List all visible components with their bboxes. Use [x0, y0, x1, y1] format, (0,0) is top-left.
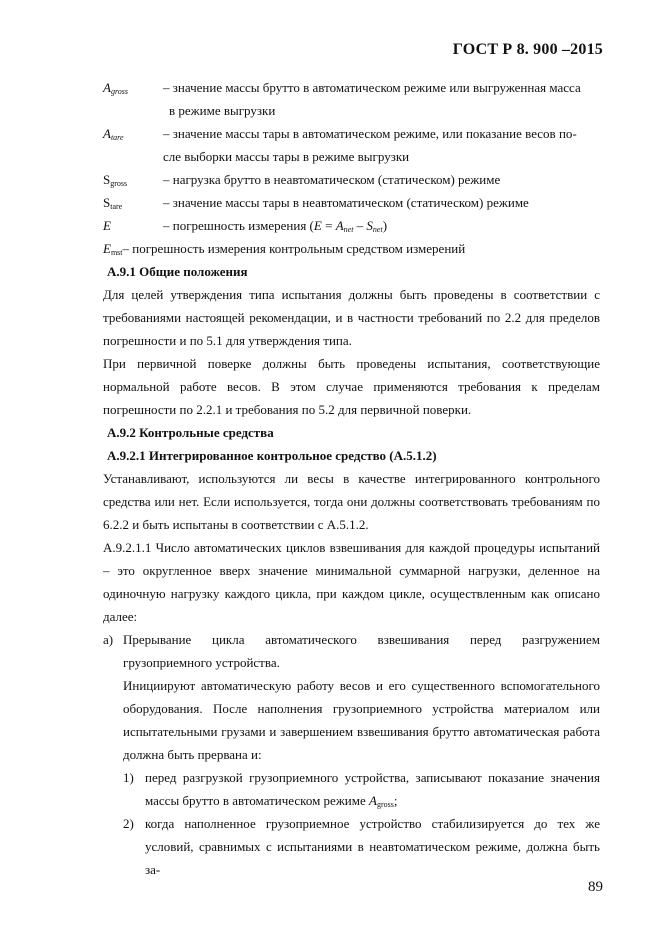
definition-s-tare — [103, 191, 600, 214]
section-heading-a91: А.9.1 Общие положения — [107, 264, 248, 279]
definition-symbol: E — [103, 218, 111, 233]
definition-symbol: $A_{gross}$ — [103, 80, 128, 96]
list-item-text: перед разгрузкой грузоприемного устройства, записывают показание значения массы брутто в автоматическом режиме $A_{gross}$; — [145, 770, 600, 809]
paragraph-initial-verification: При первичной поверке должны быть проведены испытания, соответствующие нормальной работе весов. В этом случае применяются требования к пределам погрешности по 2.2.1 и требования по 5.2 для первичной поверки. — [103, 356, 600, 417]
list-item-1 — [123, 766, 600, 812]
definition-text: – значение массы брутто в автоматическом режиме или выгруженная масса в режиме выгрузки — [163, 80, 581, 118]
definition-text: – погрешность измерения $(E = A_{net} - S_{net})$ — [163, 218, 388, 234]
page-number: 89 — [588, 879, 603, 895]
list-marker: 2) — [123, 816, 134, 831]
list-item-2 — [123, 812, 600, 881]
list-item-text: Прерывание цикла автоматического взвешивания перед разгружением грузоприемного устройства. — [123, 632, 600, 670]
definition-text: – нагрузка брутто в неавтоматическом (статическом) режиме — [163, 172, 501, 187]
paragraph-type-approval: Для целей утверждения типа испытания должны быть проведены в соответствии с требованиями настоящей рекомендации, и в частности требований по 2.2 для пределов погрешности и по 5.1 для утверждения типа. — [103, 287, 600, 348]
definition-a-gross — [103, 76, 600, 122]
definition-text: – значение массы тары в автоматическом режиме, или показание весов по- сле выборки массы тары в режиме выгрузки — [163, 126, 577, 164]
definition-text: – значение массы тары в неавтоматическом (статическом) режиме — [163, 195, 529, 210]
list-marker: а) — [103, 632, 114, 647]
definition-s-gross — [103, 168, 600, 191]
list-item-text: когда наполненное грузоприемное устройство стабилизируется до тех же условий, сравнимых с испытаниями в неавтоматическом режиме, должна быть за- — [145, 816, 600, 877]
page-content — [103, 76, 600, 881]
paragraph-initiate-automatic: Инициируют автоматическую работу весов и его существенного вспомогательного оборудования. После наполнения грузоприемного устройства материалом или испытательными грузами и завершением взвешивания брутто автоматическая работа должна быть прервана и: — [123, 678, 600, 762]
list-item-a — [103, 628, 600, 674]
definition-e-mst: $E_{mst}-$ погрешность измерения контрольным средством измерений — [103, 241, 466, 257]
definition-symbol: $S_{gross}$ — [103, 172, 128, 188]
definition-e — [103, 214, 600, 237]
definition-symbol: $S_{tare}$ — [103, 195, 123, 211]
paragraph-integrated-control: Устанавливают, используются ли весы в качестве интегрированного контрольного средства или нет. Если используется, тогда они должны соответствовать требованиям по 6.2.2 и быть испытаны в соответствии с А.5.1.2. — [103, 471, 600, 532]
list-marker: 1) — [123, 770, 134, 785]
section-heading-a921: А.9.2.1 Интегрированное контрольное средство (А.5.1.2) — [107, 448, 437, 463]
paragraph-a9211: А.9.2.1.1 Число автоматических циклов взвешивания для каждой процедуры испытаний – это округленное вверх значение минимальной суммарной нагрузки, деленное на одиночную нагрузку каждого цикла, при каждом цикле, осуществленным как описано далее: — [103, 540, 600, 624]
section-heading-a92: А.9.2 Контрольные средства — [107, 425, 274, 440]
document-header: ГОСТ Р 8. 900 –2015 — [452, 41, 603, 58]
definition-a-tare — [103, 122, 600, 168]
definition-symbol: $A_{tare}$ — [103, 126, 124, 142]
